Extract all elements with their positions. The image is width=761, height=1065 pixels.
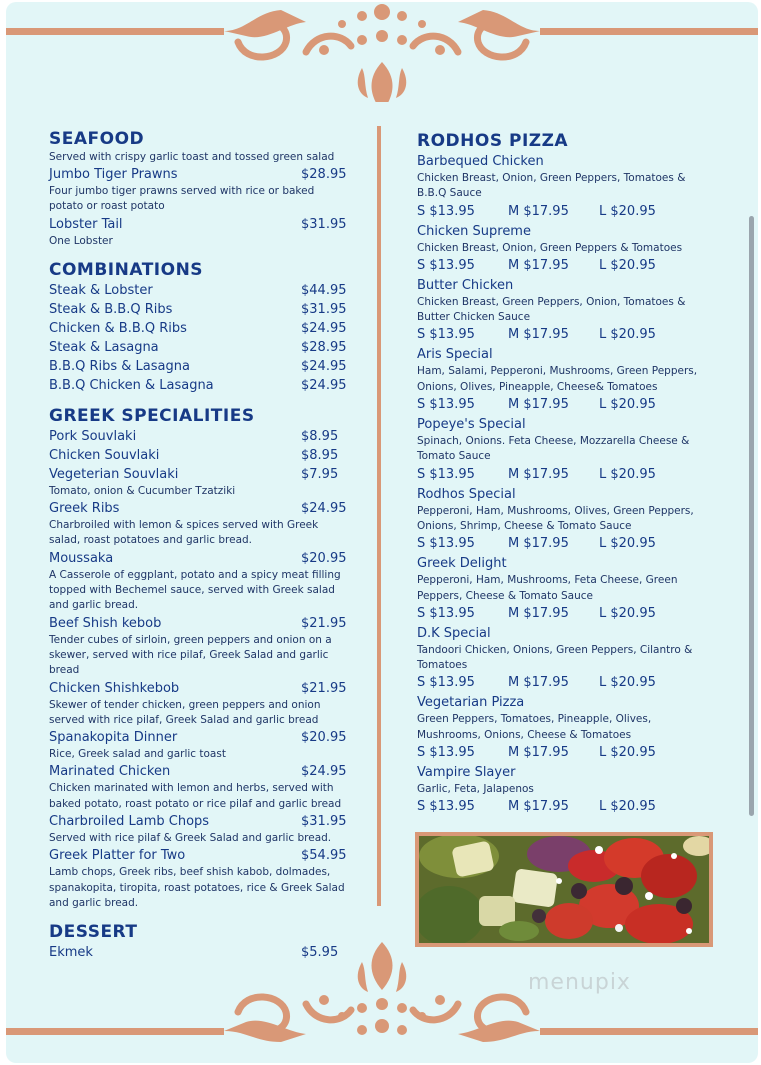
price-medium: M $17.95 <box>508 257 569 273</box>
combinations-title: COMBINATIONS <box>49 259 204 280</box>
item-price: $28.95 <box>301 339 347 355</box>
pizza-name: D.K Special <box>417 625 491 641</box>
menu-item <box>49 165 349 184</box>
item-price: $44.95 <box>301 282 347 298</box>
item-price: $24.95 <box>301 358 347 374</box>
item-description: Lamb chops, Greek ribs, beef shish kabob, dolmades, spanakopita, tiropita, roast potatoes, rice & Greek Salad and garlic bread. <box>49 866 345 909</box>
watermark-text: menupix <box>528 970 631 995</box>
item-price: $28.95 <box>301 167 347 182</box>
price-small: S $13.95 <box>417 327 475 343</box>
price-large: L $20.95 <box>599 799 656 815</box>
pizza-prices <box>417 395 717 415</box>
price-large: L $20.95 <box>599 327 656 343</box>
price-small: S $13.95 <box>417 745 475 761</box>
item-price: $31.95 <box>301 814 347 830</box>
price-small: S $13.95 <box>417 605 475 621</box>
item-description: Served with rice pilaf & Greek Salad and garlic bread. <box>49 832 332 845</box>
item-name: Steak & B.B.Q Ribs <box>49 301 173 317</box>
pizza-name: Barbequed Chicken <box>417 154 544 169</box>
item-description: Rice, Greek salad and garlic toast <box>49 748 226 761</box>
scrollbar[interactable] <box>749 216 754 816</box>
pizza-list <box>417 152 717 817</box>
item-description: Chicken marinated with lemon and herbs, served with baked potato, roast potato or rice pilaf and garlic bread <box>49 782 342 810</box>
pizza-prices <box>417 673 717 693</box>
pizza-name: Butter Chicken <box>417 277 514 293</box>
item-name: Steak & Lasagna <box>49 339 159 355</box>
item-price: $24.95 <box>301 501 347 517</box>
item-price: $31.95 <box>301 216 347 232</box>
item-name: Steak & Lobster <box>49 282 153 298</box>
item-price: $21.95 <box>301 615 347 631</box>
menu-item <box>49 614 349 633</box>
item-name: Greek Platter for Two <box>49 848 186 864</box>
menu-item <box>49 357 349 376</box>
price-medium: M $17.95 <box>508 327 569 343</box>
item-description: Tomato, onion & Cucumber Tzatziki <box>49 484 236 497</box>
price-large: L $20.95 <box>599 397 656 413</box>
item-name: Charbroiled Lamb Chops <box>49 814 210 830</box>
item-name: Chicken Souvlaki <box>49 447 160 463</box>
pizza-description: Garlic, Feta, Jalapenos <box>417 783 534 796</box>
pizza-prices <box>417 797 717 817</box>
item-price: $5.95 <box>301 945 339 961</box>
pizza-description: Spinach, Onions. Feta Cheese, Mozzarella Cheese & Tomato Sauce <box>417 435 690 463</box>
item-name: Chicken Shishkebob <box>49 680 180 696</box>
price-medium: M $17.95 <box>508 466 569 482</box>
menu-item <box>49 679 349 698</box>
price-small: S $13.95 <box>417 675 475 691</box>
seafood-list <box>49 165 349 249</box>
pizza-prices <box>417 202 717 222</box>
item-description: Four jumbo tiger prawns served with rice or baked potato or roast potato <box>49 185 315 213</box>
item-price: $8.95 <box>301 447 339 463</box>
pizza-name: Popeye's Special <box>417 417 526 433</box>
menu-page <box>6 2 758 1063</box>
price-large: L $20.95 <box>599 536 656 552</box>
pizza-name: Vampire Slayer <box>417 765 516 781</box>
pizza-name: Aris Special <box>417 347 493 363</box>
item-description: Tender cubes of sirloin, green peppers and onion on a skewer, served with rice pilaf, Greek Salad and garlic bread <box>49 633 332 677</box>
pizza-prices <box>417 256 717 276</box>
menu-item <box>49 215 349 234</box>
menu-item <box>49 427 349 446</box>
price-large: L $20.95 <box>599 466 656 482</box>
top-ornament-icon <box>6 2 758 102</box>
pizza-description: Pepperoni, Ham, Mushrooms, Feta Cheese, Green Peppers, Cheese & Tomato Sauce <box>417 574 678 602</box>
item-price: $54.95 <box>301 848 347 864</box>
pizza-prices <box>417 604 717 624</box>
price-large: L $20.95 <box>599 257 656 273</box>
pizza-prices <box>417 743 717 763</box>
menu-item <box>49 762 349 781</box>
item-description: One Lobster <box>49 234 113 247</box>
item-name: Chicken & B.B.Q Ribs <box>49 320 187 336</box>
item-price: $31.95 <box>301 301 347 317</box>
column-divider <box>377 126 381 906</box>
item-description: A Casserole of eggplant, potato and a spicy meat filling topped with Bechemel sauce, served with Greek salad and garlic bread. <box>49 568 341 612</box>
pizza-description: Chicken Breast, Green Peppers, Onion, Tomatoes & Butter Chicken Sauce <box>417 295 686 324</box>
item-name: Ekmek <box>49 945 93 961</box>
item-price: $20.95 <box>301 550 347 566</box>
price-small: S $13.95 <box>417 466 475 482</box>
pizza-description: Tandoori Chicken, Onions, Green Peppers, Cilantro & Tomatoes <box>417 643 693 672</box>
pizza-name: Vegetarian Pizza <box>417 695 525 711</box>
dessert-title: DESSERT <box>49 922 138 943</box>
price-small: S $13.95 <box>417 536 475 552</box>
menu-item <box>49 499 349 518</box>
item-name: B.B.Q Chicken & Lasagna <box>49 377 214 393</box>
pizza-description: Chicken Breast, Onion, Green Peppers, Tomatoes & B.B.Q Sauce <box>417 172 686 200</box>
menu-item <box>49 465 349 484</box>
item-description: Skewer of tender chicken, green peppers and onion served with rice pilaf, Greek Salad and garlic bread <box>49 698 321 726</box>
price-small: S $13.95 <box>417 203 475 219</box>
item-name: Jumbo Tiger Prawns <box>49 167 178 182</box>
price-small: S $13.95 <box>417 397 475 413</box>
item-description: Charbroiled with lemon & spices served with Greek salad, roast potatoes and garlic bread. <box>49 519 319 547</box>
menu-item <box>49 376 349 395</box>
menu-item <box>49 943 349 962</box>
pizza-description: Chicken Breast, Onion, Green Peppers & Tomatoes <box>417 241 683 254</box>
price-small: S $13.95 <box>417 799 475 815</box>
dessert-list <box>49 943 349 962</box>
item-name: B.B.Q Ribs & Lasagna <box>49 358 190 374</box>
left-column <box>49 128 349 962</box>
pizza-name: Rodhos Special <box>417 486 516 502</box>
price-large: L $20.95 <box>599 675 656 691</box>
item-name: Lobster Tail <box>49 216 123 232</box>
menu-item <box>49 446 349 465</box>
greek-title: GREEK SPECIALITIES <box>49 405 255 426</box>
item-name: Greek Ribs <box>49 501 120 517</box>
item-name: Vegeterian Souvlaki <box>49 466 179 482</box>
price-medium: M $17.95 <box>508 675 569 691</box>
price-large: L $20.95 <box>599 203 656 219</box>
item-price: $24.95 <box>301 320 347 336</box>
menu-item <box>49 300 349 319</box>
pizza-prices <box>417 325 717 345</box>
price-medium: M $17.95 <box>508 799 569 815</box>
pizza-name: Greek Delight <box>417 556 507 572</box>
item-price: $24.95 <box>301 377 347 393</box>
item-price: $8.95 <box>301 428 339 444</box>
seafood-title: SEAFOOD <box>49 129 145 149</box>
item-price: $24.95 <box>301 764 347 780</box>
combinations-list <box>49 281 349 395</box>
pizza-prices <box>417 465 717 485</box>
price-large: L $20.95 <box>599 605 656 621</box>
item-price: $7.95 <box>301 466 339 482</box>
menu-item <box>49 846 349 865</box>
salad-image-icon <box>419 836 709 943</box>
price-medium: M $17.95 <box>508 203 569 219</box>
item-name: Marinated Chicken <box>49 764 171 780</box>
pizza-description: Green Peppers, Tomatoes, Pineapple, Olives, Mushrooms, Onions, Cheese & Tomatoes <box>417 713 652 741</box>
menu-item <box>49 812 349 831</box>
item-price: $20.95 <box>301 730 347 746</box>
menu-item <box>49 281 349 300</box>
pizza-description: Pepperoni, Ham, Mushrooms, Olives, Green Peppers, Onions, Shrimp, Cheese & Tomato Sauce <box>417 504 694 532</box>
greek-salad-photo <box>415 832 713 947</box>
price-small: S $13.95 <box>417 257 475 273</box>
price-medium: M $17.95 <box>508 536 569 552</box>
price-medium: M $17.95 <box>508 397 569 413</box>
item-name: Beef Shish kebob <box>49 615 162 631</box>
pizza-title: RODHOS PIZZA <box>417 131 569 151</box>
right-column <box>417 130 717 817</box>
price-large: L $20.95 <box>599 745 656 761</box>
pizza-description: Ham, Salami, Pepperoni, Mushrooms, Green Peppers, Onions, Olives, Pineapple, Cheese& Tomatoes <box>417 365 698 393</box>
price-medium: M $17.95 <box>508 745 569 761</box>
price-medium: M $17.95 <box>508 605 569 621</box>
item-name: Moussaka <box>49 550 114 566</box>
greek-list <box>49 427 349 911</box>
item-name: Pork Souvlaki <box>49 428 137 444</box>
menu-item <box>49 549 349 568</box>
pizza-name: Chicken Supreme <box>417 223 531 239</box>
menu-item <box>49 728 349 747</box>
pizza-prices <box>417 534 717 554</box>
item-price: $21.95 <box>301 680 347 696</box>
item-name: Spanakopita Dinner <box>49 730 178 746</box>
seafood-note: Served with crispy garlic toast and tossed green salad <box>49 151 335 163</box>
menu-item <box>49 319 349 338</box>
menu-item <box>49 338 349 357</box>
